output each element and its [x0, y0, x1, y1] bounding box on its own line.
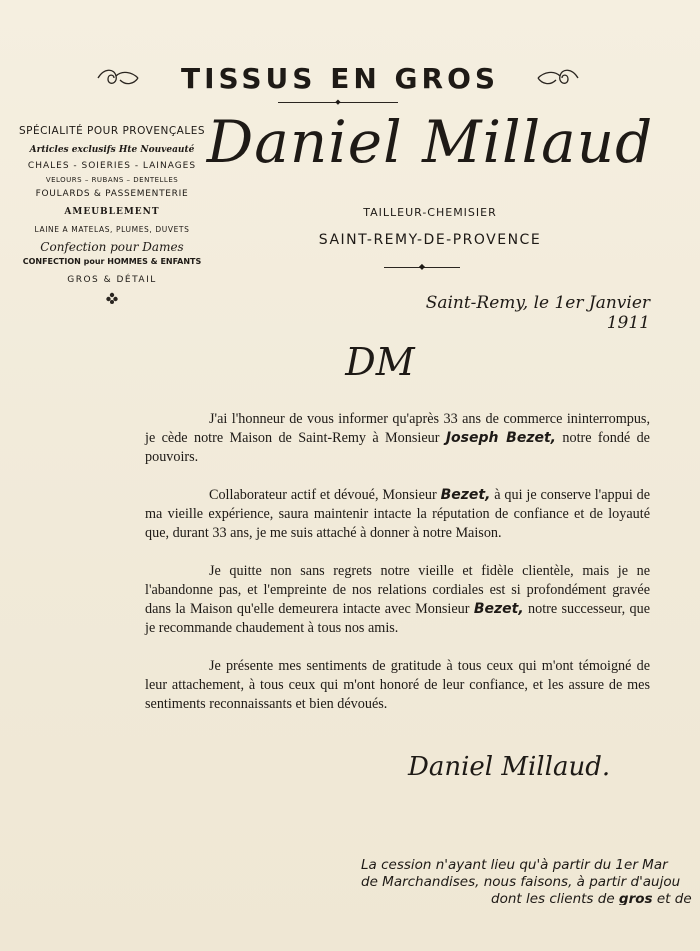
rule-center-mark: ◆ [335, 98, 341, 106]
name-highlight: Joseph Bezet, [445, 430, 556, 446]
town-rule-mark: ◆ [418, 262, 426, 271]
lc-laine: LAINE A MATELAS, PLUMES, DUVETS [34, 225, 190, 234]
lc-foulards: FOULARDS & PASSEMENTERIE [35, 189, 189, 199]
lc-confection-hommes: CONFECTION pour HOMMES & ENFANTS [22, 257, 202, 266]
left-column [12, 125, 212, 309]
paragraph-2: Collaborateur actif et dévoué, Monsieur Bezet, à qui je conserve l'appui de ma vieille expérience, saura maintenir intacte la réputation de confiance et de loyauté que, durant 33 ans, je me suis attaché à donner à notre Maison. [145, 487, 651, 541]
lc-specialite: SPÉCIALITÉ POUR PROVENÇALES [18, 125, 206, 137]
lc-chales: CHALES - SOIERIES - LAINAGES [27, 161, 197, 171]
name-highlight: Bezet, [440, 487, 491, 503]
footer-line-2: de Marchandises, nous faisons, à partir d'aujou [361, 874, 681, 890]
floral-ornament-icon [105, 291, 119, 305]
name-highlight: Bezet, [473, 601, 524, 617]
lc-ameublement: AMEUBLEMENT [64, 207, 160, 217]
paragraph-1: J'ai l'honneur de vous informer qu'après 33 ans de commerce ininterrompus, je cède notre Maison de Saint-Remy à Monsieur Joseph Bezet, notre fondé de pouvoirs. [145, 411, 650, 465]
lc-velours: VELOURS – RUBANS – DENTELLES [45, 176, 179, 184]
headline: TISSUS EN GROS [180, 62, 500, 95]
signature: Daniel Millaud. [408, 752, 611, 782]
lc-gros-detail: GROS & DÉTAIL [67, 275, 157, 285]
profession: TAILLEUR-CHEMISIER [363, 206, 497, 219]
footer-line-3: dont les clients de gros et de [491, 891, 692, 905]
footer-note-clip [355, 845, 700, 905]
footer-note [361, 857, 692, 905]
lc-confection-dames: Confection pour Dames [40, 240, 184, 254]
footer-line-1: La cession n'ayant lieu qu'à partir du 1er Mar [361, 857, 668, 873]
paragraph-3: Je quitte non sans regrets notre vieille et fidèle clientèle, mais je ne l'abandonne pas, et l'empreinte de nos relations cordiales est si profondément gravée dans la Maison qu'elle demeurera intacte avec Monsieur Bezet, notre successeur, que je recommande chaudement à tous nos amis. [145, 563, 650, 636]
town: SAINT-REMY-DE-PROVENCE [318, 232, 542, 248]
merchant-name: Daniel Millaud [206, 108, 654, 176]
date-line: Saint-Remy, le 1er Janvier 1911 [425, 293, 650, 333]
letter-body [145, 410, 650, 733]
right-flourish-ornament [536, 66, 580, 88]
paragraph-4: Je présente mes sentiments de gratitude à tous ceux qui m'ont témoigné de leur attachement, à tous ceux qui m'ont honoré de leur confiance, et les assure de mes sentiments reconnaissants et bien dévoués. [145, 658, 650, 712]
monogram: DM [345, 340, 415, 384]
left-flourish-ornament [96, 66, 140, 88]
lc-articles: Articles exclusifs Hte Nouveauté [29, 145, 195, 155]
